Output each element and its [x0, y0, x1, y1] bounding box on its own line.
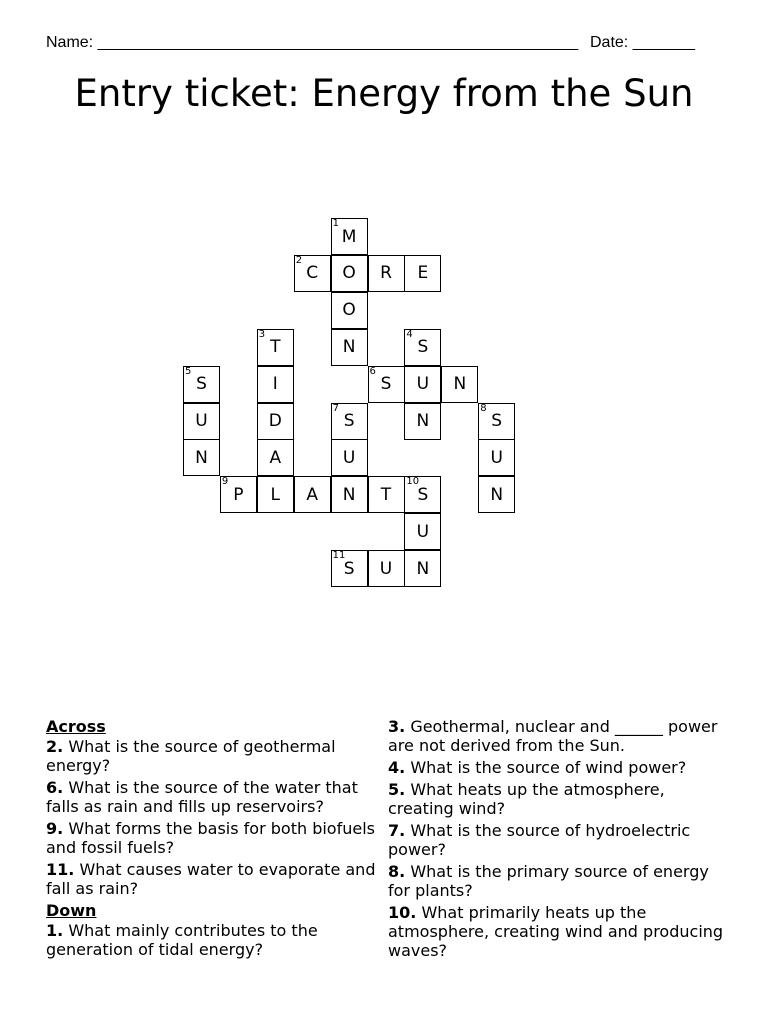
clue-number: 4	[406, 328, 413, 340]
cell-letter: N	[195, 447, 208, 468]
crossword-cell[interactable]	[220, 476, 257, 513]
clue-number: 3	[258, 328, 266, 340]
clue-item-number: 4.	[388, 758, 406, 777]
name-field-label: Name: ______________________________________________________	[46, 34, 579, 51]
crossword-cell[interactable]	[183, 366, 220, 403]
cell-letter: S	[417, 337, 429, 358]
crossword-cell[interactable]	[441, 366, 478, 403]
crossword-cell[interactable]	[404, 476, 441, 513]
cell-letter: U	[379, 558, 393, 579]
crossword-cell[interactable]	[331, 329, 368, 366]
clues-right-column	[388, 717, 728, 963]
crossword-cell[interactable]	[404, 329, 441, 366]
clue-item-text: Geothermal, nuclear and ______ power are not derived from the Sun.	[388, 717, 718, 755]
crossword-cell[interactable]	[294, 255, 331, 292]
cell-letter: C	[306, 263, 319, 284]
clue-item-number: 8.	[388, 862, 406, 881]
crossword-cell[interactable]	[404, 403, 441, 440]
crossword-cell[interactable]	[404, 550, 441, 587]
crossword-cell[interactable]	[331, 292, 368, 329]
clue-number: 8	[480, 402, 487, 414]
cell-letter: S	[417, 484, 429, 505]
clue-item-text: What is the primary source of energy for plants?	[388, 862, 709, 900]
cell-letter: S	[196, 374, 207, 395]
clue-item	[388, 758, 728, 777]
cell-letter: I	[272, 374, 278, 395]
crossword-cell[interactable]	[331, 218, 368, 255]
clue-item	[46, 819, 386, 857]
cell-letter: T	[380, 484, 392, 505]
clue-item-number: 5.	[388, 780, 406, 799]
clue-item-number: 6.	[46, 778, 64, 797]
down-clue-list-left	[46, 921, 386, 959]
clue-number: 1	[332, 218, 339, 229]
down-heading: Down	[46, 901, 97, 920]
cell-letter: S	[343, 411, 355, 431]
cell-letter: N	[453, 374, 467, 395]
cell-letter: U	[342, 447, 356, 468]
crossword-cell[interactable]	[331, 550, 368, 587]
clue-item-text: What primarily heats up the atmosphere, creating wind and producing waves?	[388, 903, 724, 960]
cell-letter: N	[416, 558, 430, 579]
clue-item-text: What heats up the atmosphere, creating wind?	[388, 780, 665, 818]
across-heading: Across	[46, 717, 106, 736]
crossword-cell[interactable]	[368, 366, 405, 403]
cell-letter: M	[341, 226, 357, 247]
crossword-cell[interactable]	[331, 255, 368, 292]
crossword-cell[interactable]	[368, 476, 405, 513]
clue-item-number: 9.	[46, 819, 64, 838]
crossword-cell[interactable]	[478, 439, 515, 476]
cell-letter: S	[343, 558, 355, 579]
clue-item-text: What forms the basis for both biofuels and fossil fuels?	[46, 819, 375, 857]
clue-item	[388, 903, 728, 960]
clue-item-text: What mainly contributes to the generation of tidal energy?	[46, 921, 318, 959]
crossword-cell[interactable]	[257, 439, 294, 476]
crossword-cell[interactable]	[257, 476, 294, 513]
crossword-cell[interactable]	[331, 403, 368, 440]
clue-item	[46, 860, 386, 898]
down-clue-list-right	[388, 717, 728, 960]
crossword-cell[interactable]	[183, 439, 220, 476]
clue-item-number: 3.	[388, 717, 406, 736]
cell-letter: S	[380, 374, 392, 395]
clue-number: 2	[295, 254, 303, 266]
cell-letter: U	[416, 374, 430, 395]
clue-number: 10	[406, 476, 420, 488]
clue-number: 9	[221, 476, 229, 488]
crossword-cell[interactable]	[257, 403, 294, 440]
clue-item	[388, 717, 728, 755]
clue-item-text: What is the source of geothermal energy?	[46, 737, 336, 775]
clue-item	[46, 921, 386, 959]
cell-letter: T	[270, 337, 281, 358]
cell-letter: N	[416, 411, 430, 431]
clue-number: 11	[332, 550, 346, 562]
clue-number: 5	[185, 365, 192, 377]
cell-letter: L	[270, 484, 281, 505]
crossword-cell[interactable]	[294, 476, 331, 513]
across-clue-list	[46, 737, 386, 898]
cell-letter: P	[233, 484, 244, 505]
crossword-cell[interactable]	[478, 403, 515, 440]
cell-letter: N	[490, 484, 504, 505]
clue-item-text: What is the source of hydroelectric power?	[388, 821, 691, 859]
crossword-cell[interactable]	[478, 476, 515, 513]
crossword-cell[interactable]	[404, 366, 441, 403]
cell-letter: U	[416, 521, 430, 542]
crossword-cell[interactable]	[331, 439, 368, 476]
clue-item-text: What is the source of wind power?	[410, 758, 687, 777]
cell-letter: O	[342, 263, 356, 284]
clue-item-number: 1.	[46, 921, 64, 940]
cell-letter: R	[380, 263, 392, 284]
clue-item	[46, 737, 386, 775]
crossword-cell[interactable]	[368, 255, 405, 292]
clue-item-number: 7.	[388, 821, 406, 840]
clue-item-text: What causes water to evaporate and fall as rain?	[46, 860, 376, 898]
cell-letter: D	[268, 411, 282, 431]
cell-letter: A	[269, 447, 282, 468]
cell-letter: A	[306, 484, 318, 505]
clue-item-number: 2.	[46, 737, 64, 756]
clue-number: 7	[332, 402, 339, 414]
date-field-label: Date: _______	[590, 34, 695, 51]
crossword-cell[interactable]	[257, 366, 294, 403]
cell-letter: N	[342, 337, 356, 358]
cell-letter: U	[490, 447, 503, 468]
page-title: Entry ticket: Energy from the Sun	[74, 72, 694, 115]
crossword-cell[interactable]	[404, 255, 441, 292]
clue-item-number: 11.	[46, 860, 75, 879]
clue-item	[388, 780, 728, 818]
cell-letter: N	[342, 484, 356, 505]
clues-left-column	[46, 717, 386, 962]
cell-letter: S	[491, 411, 503, 431]
crossword-cell[interactable]	[183, 403, 220, 440]
clue-item	[388, 821, 728, 859]
clue-item	[46, 778, 386, 816]
crossword-cell[interactable]	[331, 476, 368, 513]
crossword-cell[interactable]	[368, 550, 405, 587]
crossword-cell[interactable]	[257, 329, 294, 366]
cell-letter: O	[342, 300, 356, 321]
clue-item-number: 10.	[388, 903, 417, 922]
clue-number: 6	[369, 365, 376, 377]
cell-letter: U	[195, 411, 208, 431]
clue-item	[388, 862, 728, 900]
clue-item-text: What is the source of the water that falls as rain and fills up reservoirs?	[46, 778, 358, 816]
cell-letter: E	[417, 263, 429, 284]
crossword-cell[interactable]	[404, 513, 441, 550]
